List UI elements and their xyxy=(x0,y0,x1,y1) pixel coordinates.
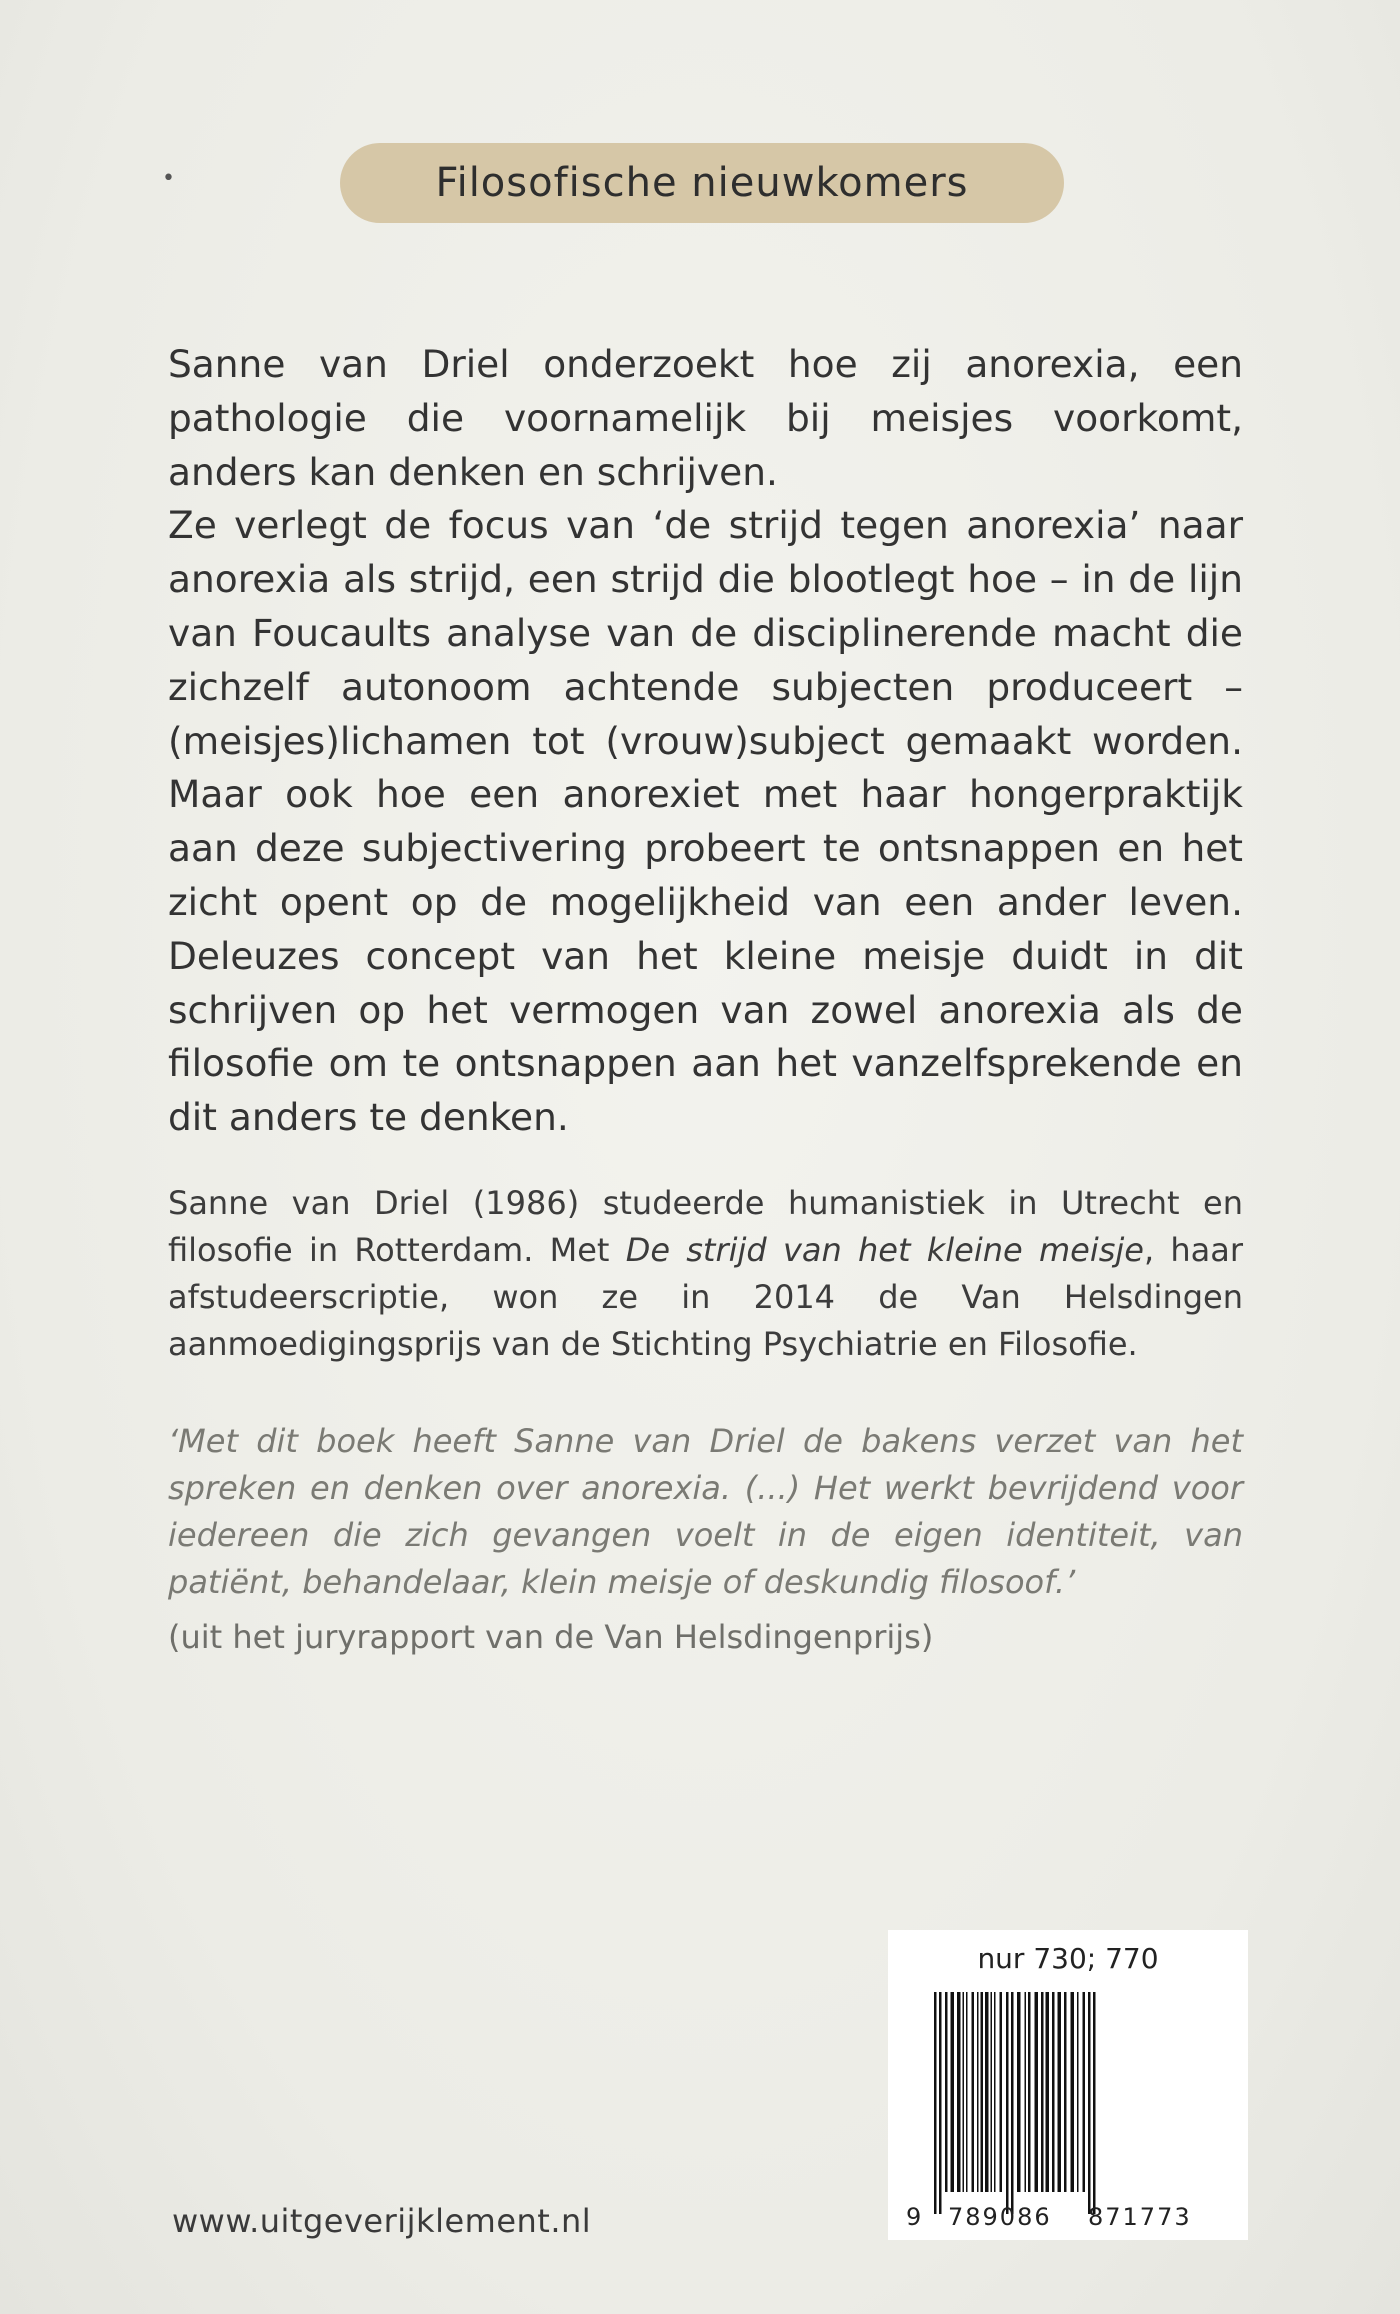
barcode-bar xyxy=(977,1992,979,2192)
barcode-bar xyxy=(1088,1992,1091,2214)
barcode-bar xyxy=(957,1992,961,2192)
barcode-bar xyxy=(1058,1992,1062,2192)
barcode-bar xyxy=(1011,1992,1014,2214)
nur-code: nur 730; 770 xyxy=(977,1942,1159,1975)
barcode-bar xyxy=(1025,1992,1027,2192)
barcode-bar xyxy=(966,1992,968,2192)
author-bio-after: , haar afstudeerscriptie, won ze in 2014 de Van Helsdingen aanmoedigingsprijs van de Stichting Psychiatrie en Filosofie. xyxy=(168,1231,1244,1363)
print-speck: • xyxy=(162,166,175,191)
barcode-bar xyxy=(994,1992,996,2192)
author-bio-before: Sanne van Driel (1986) studeerde humanistiek in Utrecht en filosofie in Rotterdam. Met xyxy=(168,1184,1243,1269)
jury-quote xyxy=(168,1418,1243,1606)
barcode-right-digits: 871773 xyxy=(1088,2203,1192,2231)
book-title: De strijd van het kleine meisje xyxy=(625,1231,1144,1269)
barcode-bar xyxy=(985,1992,989,2192)
barcode-bar xyxy=(1052,1992,1055,2192)
barcode-lead-digit: 9 xyxy=(906,2203,922,2231)
author-bio-text xyxy=(168,1180,1243,1368)
barcode-bar xyxy=(1028,1992,1031,2192)
barcode-left-digits: 789086 xyxy=(948,2203,1052,2231)
barcode-bar xyxy=(1000,1992,1003,2192)
barcode-bar xyxy=(951,1992,955,2192)
barcode-box xyxy=(888,1930,1248,2240)
barcode-bar xyxy=(963,1992,965,2192)
blurb-paragraph-1: Sanne van Driel onderzoekt hoe zij anorexia, een pathologie die voornamelijk bij meisjes voorkomt, anders kan denken en schrijven. xyxy=(168,342,1243,494)
barcode-bar xyxy=(1006,1992,1009,2214)
barcode-bar xyxy=(934,1992,937,2214)
series-label xyxy=(340,143,1064,223)
barcode xyxy=(888,1930,1248,2240)
barcode-bar xyxy=(1064,1992,1067,2192)
barcode-bar xyxy=(1071,1992,1075,2192)
barcode-bar xyxy=(1046,1992,1050,2192)
barcode-bar xyxy=(939,1992,942,2214)
barcode-bar xyxy=(1077,1992,1079,2192)
blurb xyxy=(168,338,1243,1145)
barcode-bar xyxy=(1017,1992,1021,2192)
barcode-bars xyxy=(934,1992,1096,2214)
blurb-paragraph-2: Ze verlegt de focus van ‘de strijd tegen anorexia’ naar anorexia als strijd, een strijd die blootlegt hoe – in de lijn van Foucaults analyse van de disciplinerende macht die zichzelf autonoom achtende subjecten produceert – (meisjes)lichamen tot (vrouw)subject gemaakt worden. Maar ook hoe een anorexiet met haar hongerpraktijk aan deze subjectivering probeert te ontsnappen en het zicht opent op de mogelijkheid van een ander leven. Deleuzes concept van het kleine meisje duidt in dit schrijven op het vermogen van zowel anorexia als de filosofie om te ontsnappen aan het vanzelfsprekende en dit anders te denken. xyxy=(168,503,1243,1140)
barcode-bar xyxy=(972,1992,975,2192)
barcode-bar xyxy=(991,1992,993,2192)
barcode-bar xyxy=(981,1992,984,2192)
barcode-bar xyxy=(1093,1992,1096,2214)
publisher-url[interactable]: www.uitgeverijklement.nl xyxy=(172,2202,592,2240)
barcode-bar xyxy=(1083,1992,1086,2192)
barcode-bar xyxy=(1041,1992,1044,2192)
barcode-bar xyxy=(945,1992,948,2192)
barcode-bar xyxy=(1035,1992,1039,2192)
quote-source: (uit het juryrapport van de Van Helsdingenprijs) xyxy=(168,1618,934,1656)
series-label-text: Filosofische nieuwkomers xyxy=(435,160,969,206)
jury-quote-text: ‘Met dit boek heeft Sanne van Driel de bakens verzet van het spreken en denken over anorexia. (...) Het werkt bevrijdend voor iedereen die zich gevangen voelt in de eigen identiteit, van patiënt, behandelaar, klein meisje of deskundig filosoof.’ xyxy=(168,1422,1243,1601)
author-bio xyxy=(168,1180,1243,1368)
